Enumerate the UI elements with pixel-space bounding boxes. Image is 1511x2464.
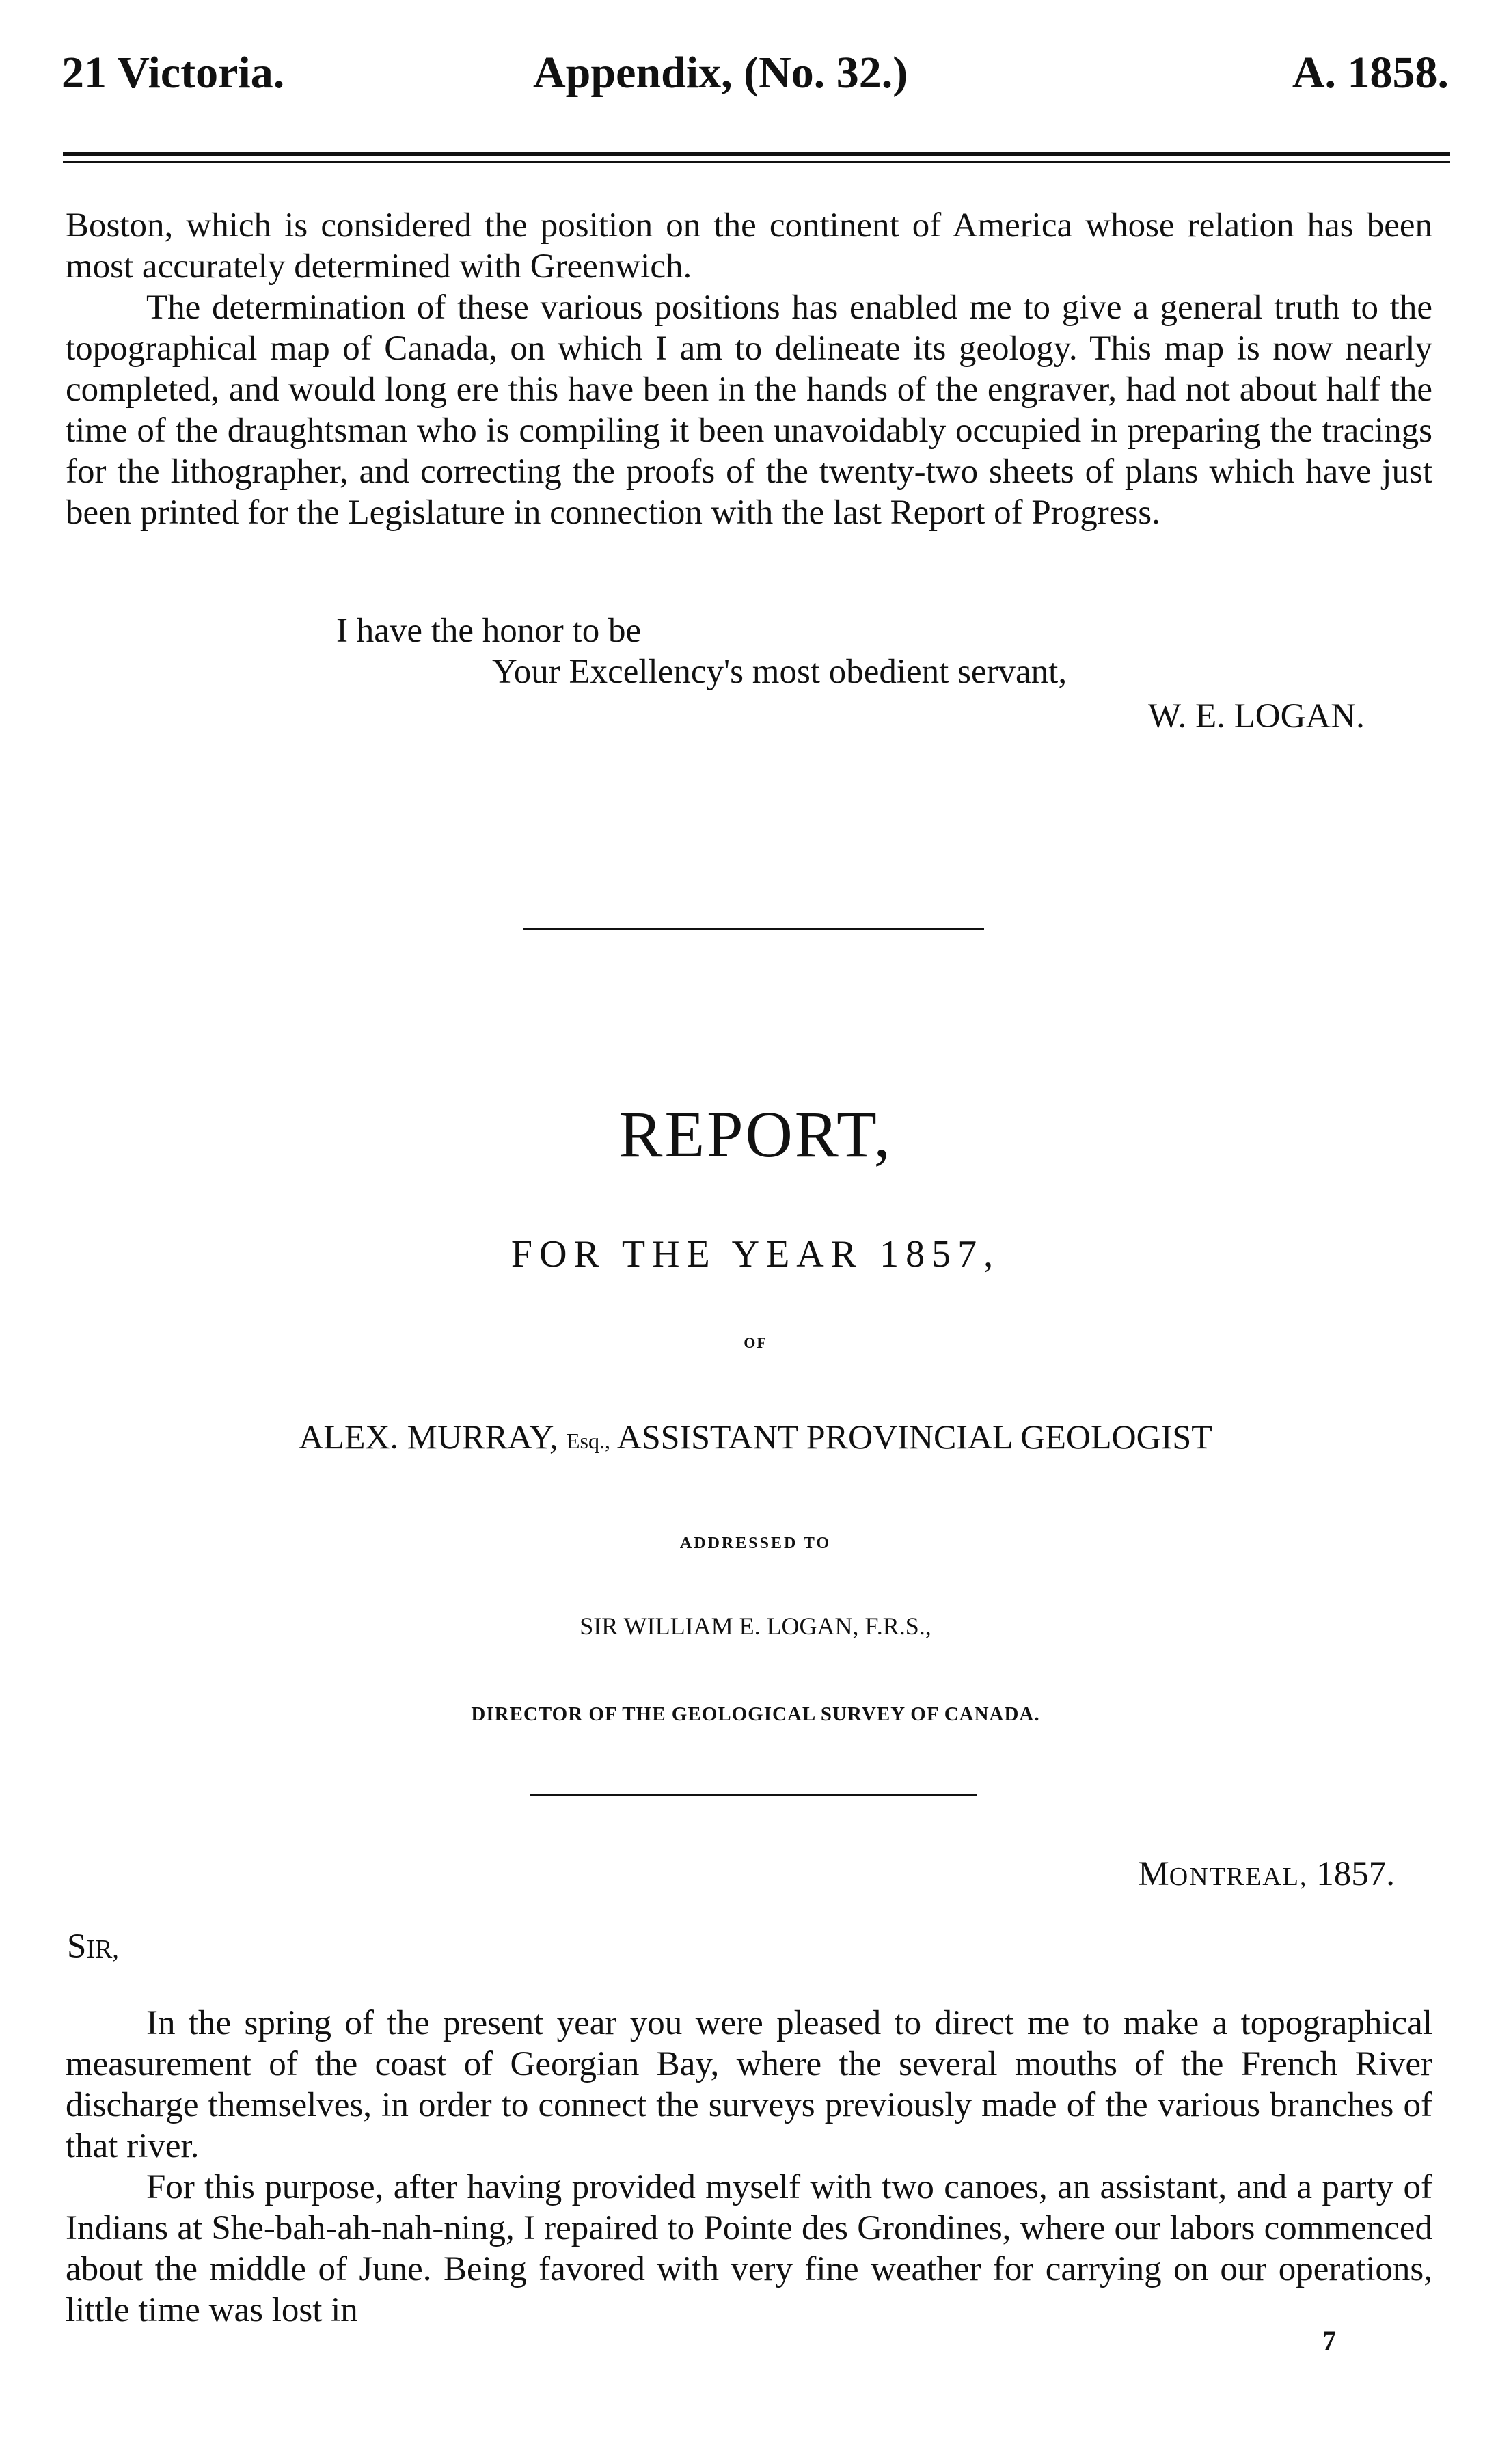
section-divider (523, 928, 984, 930)
report-letter-body (66, 2003, 1432, 2331)
salutation-rest: IR, (86, 1935, 119, 1964)
dateline (1138, 1854, 1395, 1897)
recipient-title: DIRECTOR OF THE GEOLOGICAL SURVEY OF CANADA. (471, 1703, 1040, 1725)
header-rule-thick (63, 152, 1450, 156)
header-year: A. 1858. (1292, 48, 1449, 98)
section-divider (530, 1794, 977, 1796)
addressed-to: ADDRESSED TO (679, 1534, 832, 1552)
previous-letter-body (66, 205, 1432, 533)
paragraph: The determination of these various positions has enabled me to give a general truth to the topographical map of Canada, on which I am to delineate its geology. This map is now nearly completed, and would long ere this have been in the hands of the engraver, had not about half the time of the draughtsman who is compiling it been unavoidably occupied in preparing the tracings for the lithographer, and correcting the proofs of the twenty-two sheets of plans which have just been printed for the Legislature in connection with the last Report of Progress. (66, 288, 1432, 532)
author-name: ALEX. MURRAY, (299, 1418, 558, 1456)
report-year: FOR THE YEAR 1857, (511, 1233, 1000, 1275)
dateline-year: 1857. (1316, 1855, 1395, 1893)
header-appendix: Appendix, (No. 32.) (533, 48, 908, 98)
report-of: OF (744, 1334, 767, 1351)
running-header (62, 42, 1449, 104)
author-esq: Esq., (566, 1429, 610, 1453)
salutation (67, 1926, 119, 1970)
signature: W. E. LOGAN. (1148, 697, 1365, 735)
page-number: 7 (1322, 2325, 1336, 2356)
report-title: REPORT, (618, 1098, 893, 1171)
report-recipient: SIR WILLIAM E. LOGAN, F.R.S., (580, 1612, 931, 1640)
header-rule-thin (63, 161, 1450, 163)
report-author (0, 1415, 1511, 1463)
dateline-initial: M (1138, 1855, 1169, 1893)
paragraph: Boston, which is considered the position on the continent of America whose relation has been most accurately determined with Greenwich. (66, 206, 1432, 286)
paragraph: For this purpose, after having provided myself with two canoes, an assistant, and a party of Indians at She-bah-ah-nah-ning, I repaired to Pointe des Grondines, where our labors commenced about the middle of June. Being favored with very fine weather for carrying on our operations, little time was lost in (66, 2168, 1432, 2329)
author-role: ASSISTANT PROVINCIAL GEOLOGIST (616, 1418, 1212, 1456)
closing-line-1: I have the honor to be (336, 612, 642, 650)
dateline-place: ONTREAL, (1169, 1863, 1308, 1891)
salutation-initial: S (67, 1927, 87, 1966)
closing-line-2: Your Excellency's most obedient servant, (492, 653, 1067, 691)
header-session: 21 Victoria. (62, 48, 285, 98)
paragraph: In the spring of the present year you were pleased to direct me to make a topographical measurement of the coast of Georgian Bay, where the several mouths of the French River discharge themselves, in order to connect the surveys previously made of the various branches of that river. (66, 2004, 1432, 2165)
